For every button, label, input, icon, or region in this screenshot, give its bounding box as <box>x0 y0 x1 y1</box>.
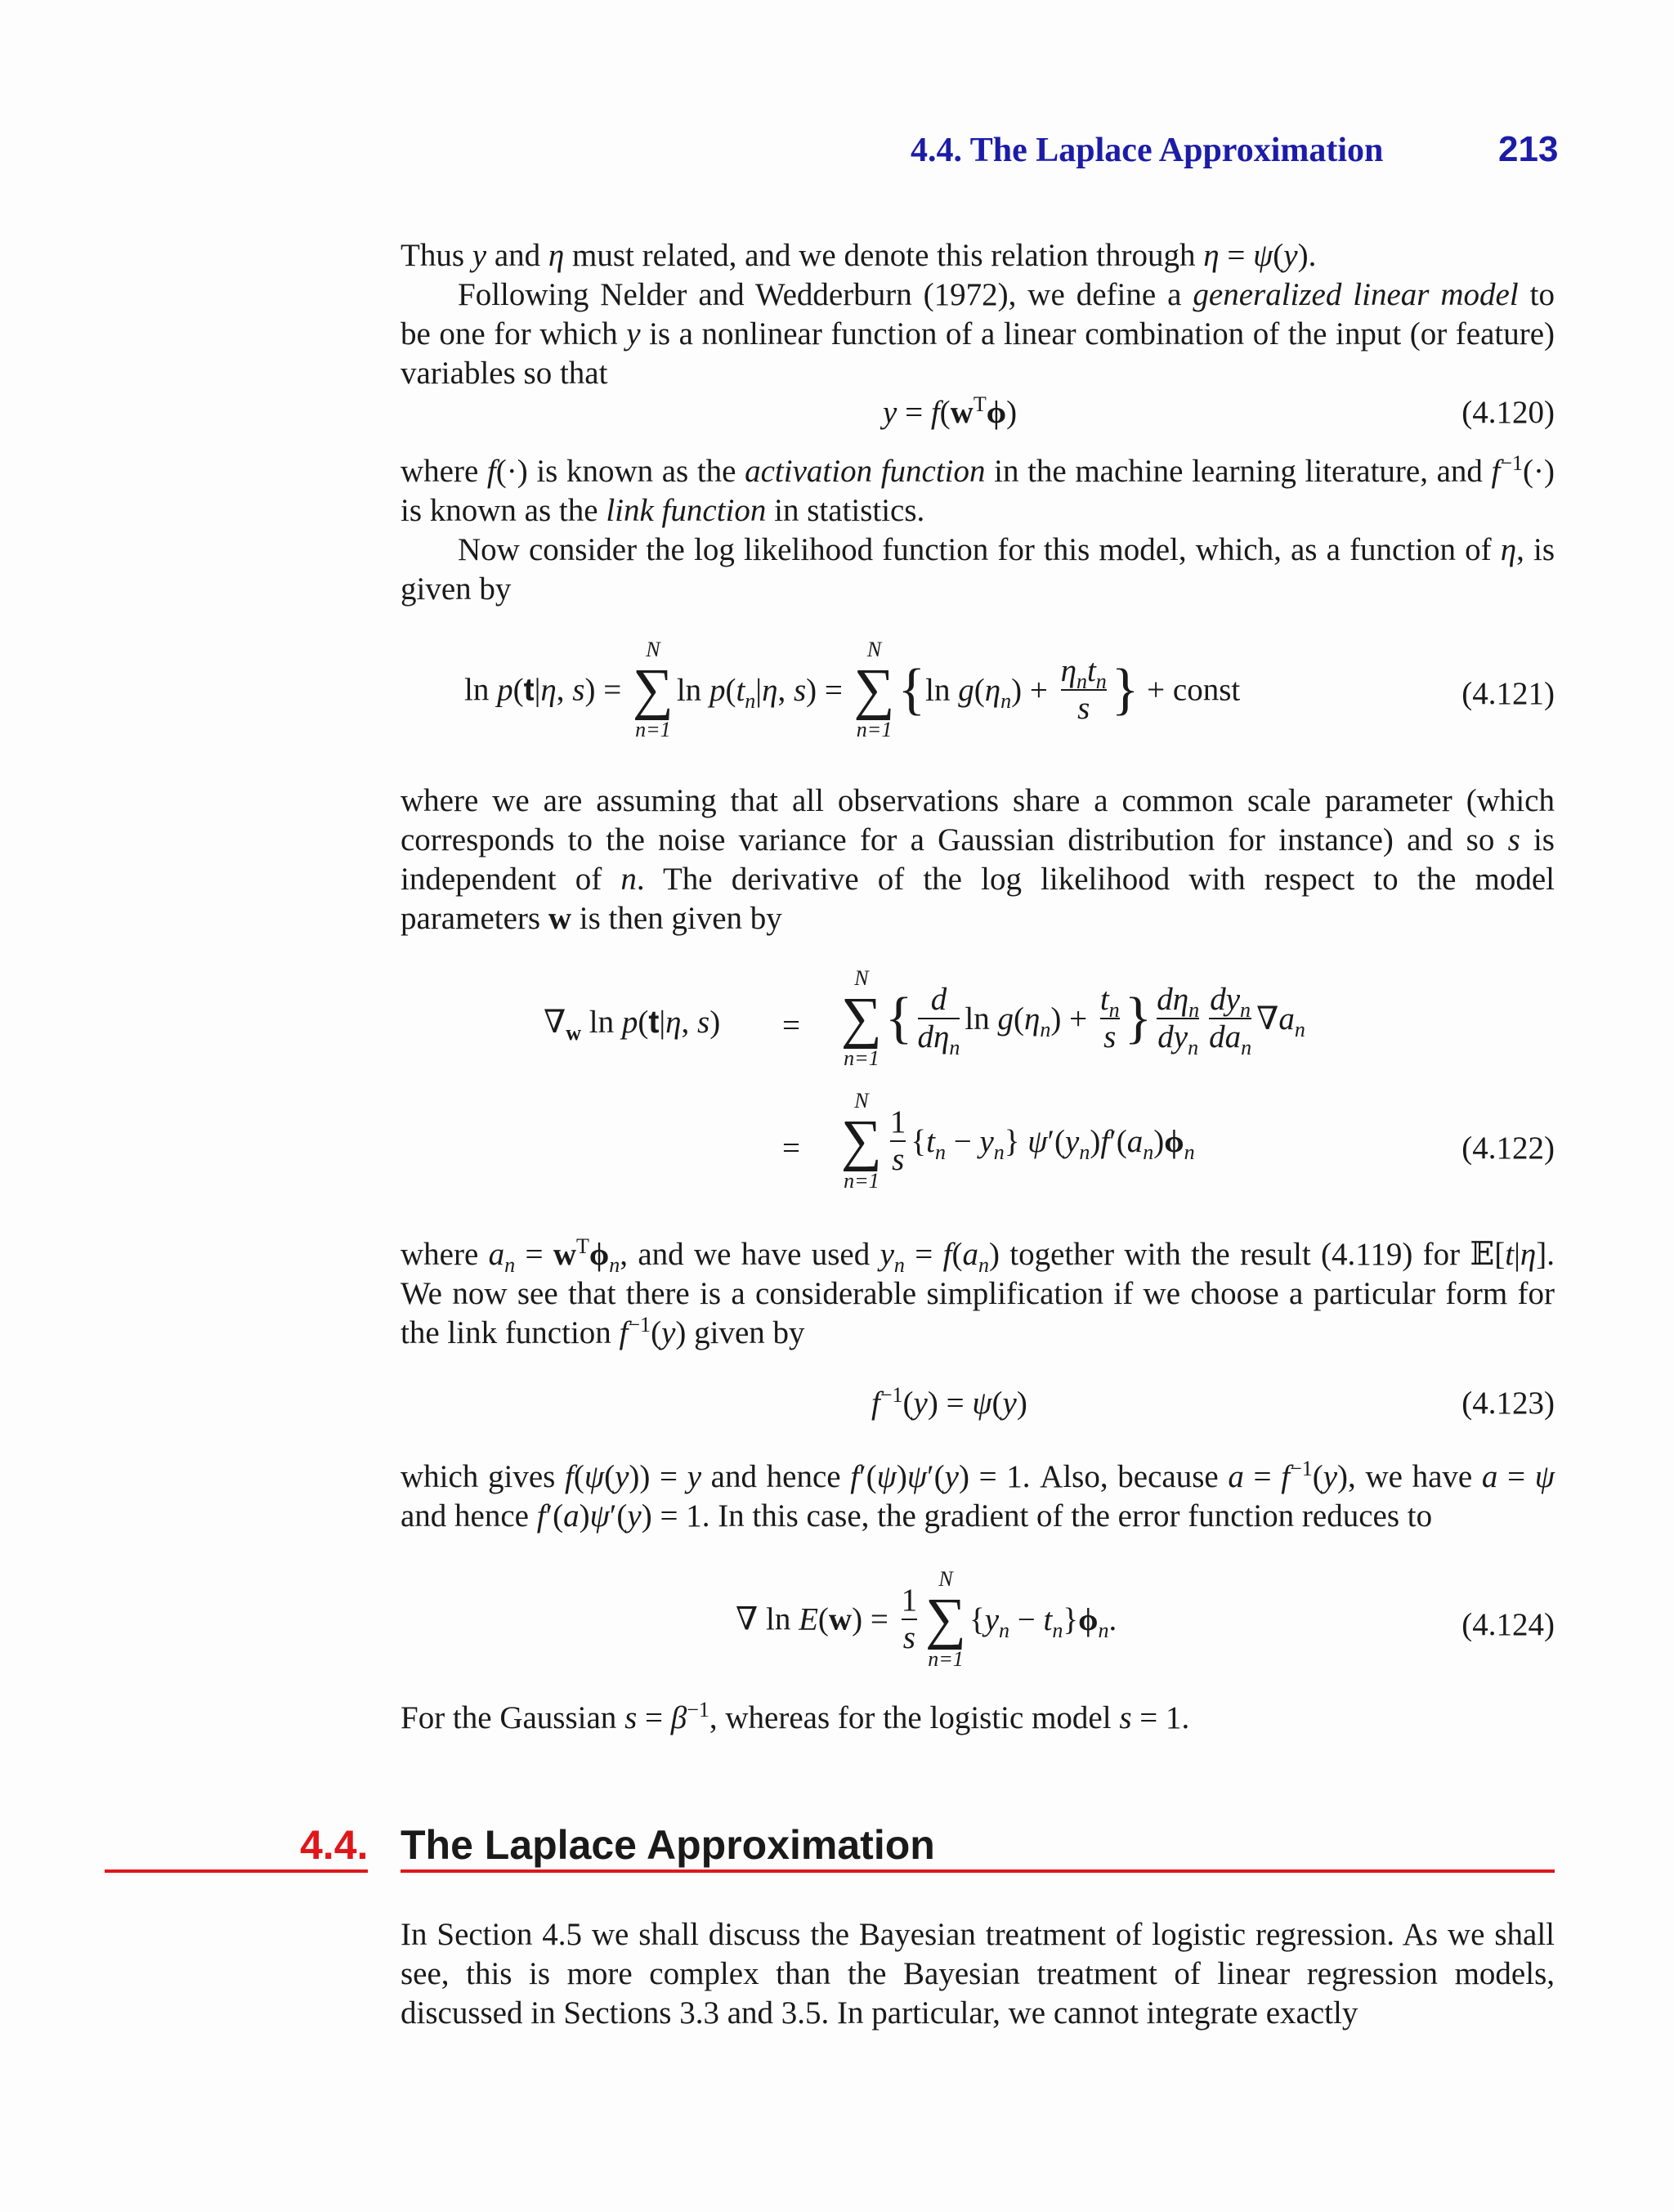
section-number: 4.4. <box>300 1822 369 1868</box>
section-rule-left <box>105 1869 368 1873</box>
paragraph-2: Following Nelder and Wedderburn (1972), we define a generalized linear model to be one for which y is a nonlinear function of a linear combination of the input (or feature) variables so that <box>401 277 1555 391</box>
section-title: The Laplace Approximation <box>401 1822 935 1868</box>
page-number: 213 <box>1498 129 1559 169</box>
paragraph-4: Now consider the log likelihood function for this model, which, as a function of η, is given by <box>401 532 1555 607</box>
equation-4-124: ∇ ln E(w) = $\frac{1}{s}$ N ∑ n=1 $\{y_n - t_n\}\phi_n$. (4.124) <box>736 1567 1555 1671</box>
equation-4-122: $\nabla_w$ ln p(t|η, s) = N ∑ n=1 { $\frac{d}{d\eta_n}$ $\ln g(\eta_n)$ + $\frac{t_n}{s}$ } $\frac{d\eta_n}{dy_n}$ $\frac{dy_n}{da_n}$ $\nabla a_n$ = N ∑ n=1 $\frac{1}{s}$ $\{t_n - y_n\}$ $\psi'(y_n)f'(a_n)\phi_n$ (4.122) <box>544 966 1555 1193</box>
section-rule-right <box>401 1869 1555 1873</box>
equation-4-120: $y = f(w^T\phi)$ (4.120) <box>883 392 1555 430</box>
equation-4-121: ln p(t|η, s) = N ∑ n=1 $\ln p(t_n|\eta$, s) = N ∑ n=1 {ln $g(\eta_n)$ + $\frac{\eta_nt_n}{s}$ } + const (4.121) <box>464 638 1555 741</box>
paragraph-8: For the Gaussian $s = \beta^{-1}$, whereas for the logistic model s = 1. <box>401 1698 1190 1735</box>
paragraph-9: In Section 4.5 we shall discuss the Bayesian treatment of logistic regression. As we shall see, this is more complex than the Bayesian treatment of linear regression models, discussed in Sections 3.3 and 3.5. In particular, we cannot integrate exactly <box>401 1917 1555 2031</box>
paragraph-1: Thus y and η must related, and we denote this relation through η = ψ(y). <box>401 238 1317 273</box>
paragraph-6: where $a_n = w^T\phi_n$, and we have used $y_n = f(a_n)$ together with the result (4.119) for 𝔼[t|η]. We now see that there is a considerable simplification if we choose a particular form for the link function $f^{-1}(y)$ given by <box>401 1234 1555 1350</box>
paragraph-7: which gives f(ψ(y)) = y and hence f′(ψ)ψ′(y) = 1. Also, because $a = f^{-1}(y)$, we have a = ψ and hence f′(a)ψ′(y) = 1. In this case, the gradient of the error function reduces to <box>401 1457 1555 1534</box>
paragraph-5: where we are assuming that all observations share a common scale parameter (which corresponds to the noise variance for a Gaussian distribution for instance) and so s is independent of n. The derivative of the log likelihood with respect to the model parameters w is then given by <box>401 783 1555 936</box>
equation-4-123: $f^{-1}(y) = \psi(y)$ (4.123) <box>871 1383 1555 1421</box>
running-header-title: 4.4. The Laplace Approximation <box>911 132 1384 169</box>
paragraph-3: where f(·) is known as the activation function in the machine learning literature, and $f^{-1}(\cdot)$ is known as the link function in statistics. <box>401 451 1555 528</box>
